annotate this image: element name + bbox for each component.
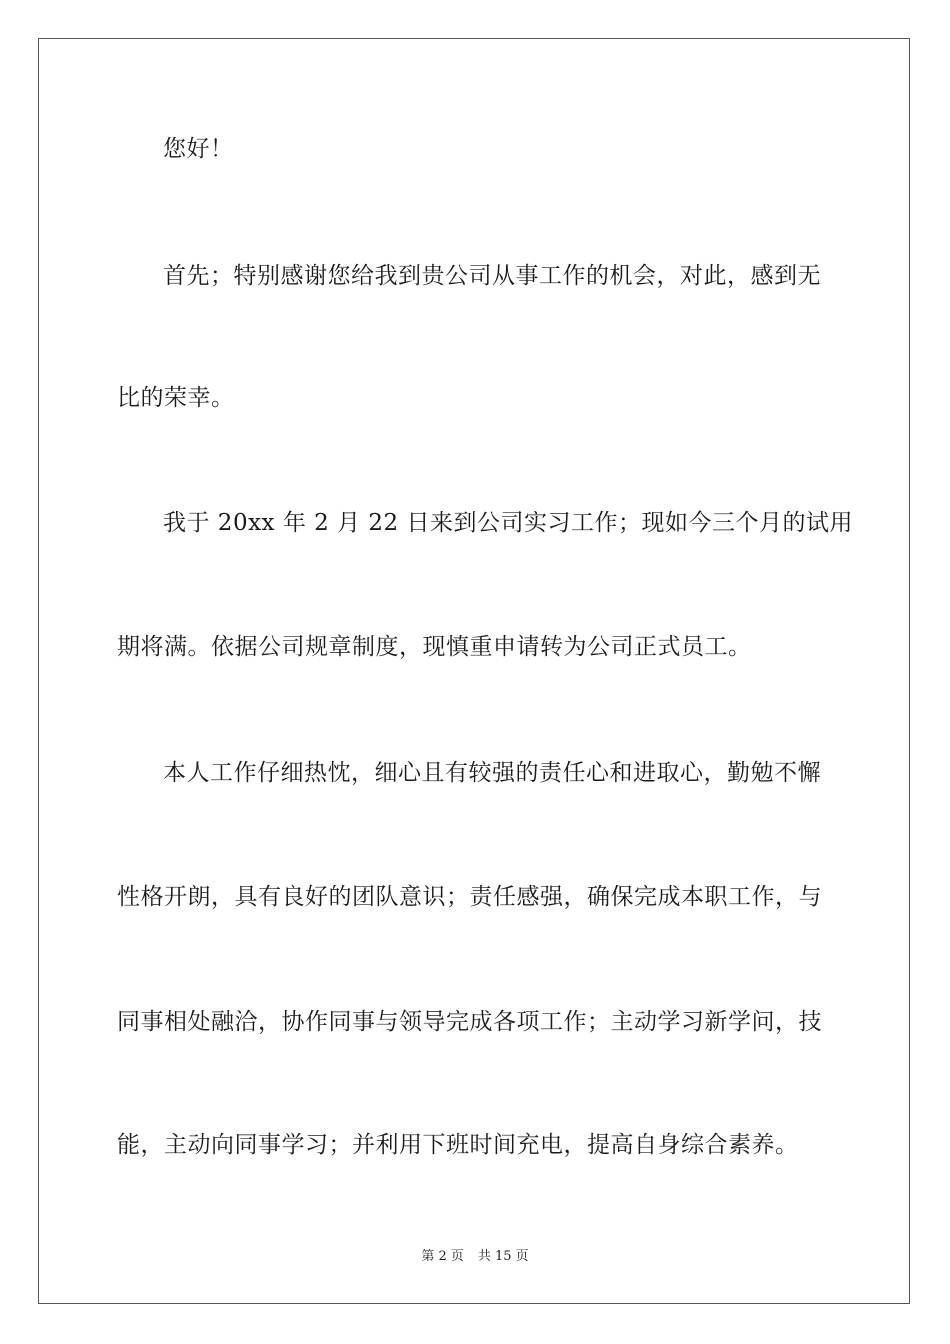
page-number: 第 2 页 <box>421 1249 464 1264</box>
page-frame <box>38 38 910 1304</box>
paragraph-2-line-2: 期将满。依据公司规章制度，现慎重申请转为公司正式员工。 <box>117 634 752 660</box>
page-footer <box>0 1248 950 1266</box>
paragraph-3-line-1: 本人工作仔细热忱，细心且有较强的责任心和进取心，勤勉不懈 <box>163 760 821 786</box>
page-total: 共 15 页 <box>477 1249 529 1264</box>
paragraph-3-line-3: 同事相处融洽，协作同事与领导完成各项工作；主动学习新学问，技 <box>117 1009 822 1035</box>
paragraph-2-line-1: 我于 20xx 年 2 月 22 日来到公司实习工作；现如今三个月的试用 <box>163 510 853 536</box>
paragraph-3-line-2: 性格开朗，具有良好的团队意识；责任感强，确保完成本职工作，与 <box>117 884 822 910</box>
greeting-line: 您好！ <box>163 136 234 162</box>
paragraph-3-line-4: 能，主动向同事学习；并利用下班时间充电，提高自身综合素养。 <box>117 1132 799 1158</box>
paragraph-1-line-2: 比的荣幸。 <box>117 385 235 411</box>
paragraph-1-line-1: 首先；特别感谢您给我到贵公司从事工作的机会，对此，感到无 <box>163 263 821 289</box>
